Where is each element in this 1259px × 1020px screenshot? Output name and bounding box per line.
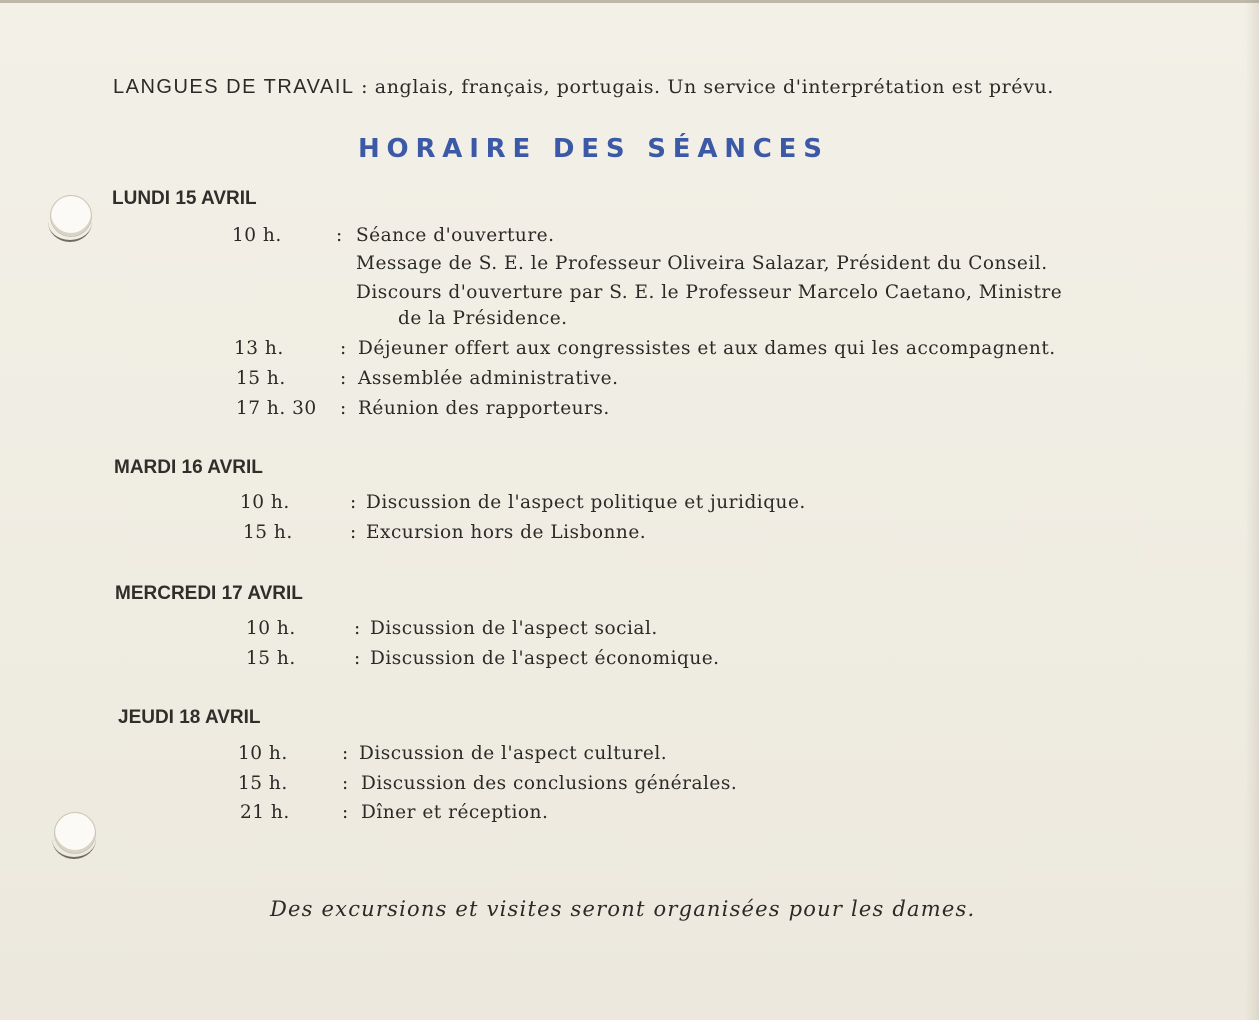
separator-colon: : (342, 773, 349, 794)
session-time: 21 h. (240, 802, 290, 823)
day-heading-tuesday: MARDI 16 AVRIL (114, 457, 263, 478)
session-description: Réunion des rapporteurs. (358, 398, 610, 419)
session-description: Discussion de l'aspect économique. (370, 648, 720, 669)
punch-hole-top (50, 195, 92, 237)
separator-colon: : (336, 225, 343, 246)
separator-colon: : (354, 618, 361, 639)
separator-colon: : (342, 802, 349, 823)
session-time: 10 h. (246, 618, 296, 639)
separator-colon: : (354, 648, 361, 669)
session-time: 10 h. (240, 492, 290, 513)
session-description-continued: de la Présidence. (398, 308, 568, 329)
separator-colon: : (350, 492, 357, 513)
separator-colon: : (342, 743, 349, 764)
session-time: 15 h. (246, 648, 296, 669)
session-description: Séance d'ouverture. (356, 225, 555, 246)
session-description-continued: Discours d'ouverture par S. E. le Professeur Marcelo Caetano, Ministre (356, 282, 1063, 303)
session-description: Assemblée administrative. (358, 368, 619, 389)
footer-note: Des excursions et visites seront organisées pour les dames. (270, 897, 976, 921)
session-time: 10 h. (238, 743, 288, 764)
day-heading-thursday: JEUDI 18 AVRIL (118, 707, 261, 728)
separator-colon: : (340, 368, 347, 389)
session-time: 13 h. (234, 338, 284, 359)
session-time: 15 h. (238, 773, 288, 794)
separator-colon: : (340, 338, 347, 359)
separator-colon: : (350, 522, 357, 543)
session-time: 17 h. 30 (236, 398, 317, 419)
session-description: Discussion des conclusions générales. (361, 773, 738, 794)
separator-colon: : (340, 398, 347, 419)
schedule-title: HORAIRE DES SÉANCES (358, 134, 829, 164)
session-description: Dîner et réception. (361, 802, 549, 823)
day-heading-monday: LUNDI 15 AVRIL (112, 188, 257, 209)
session-description: Discussion de l'aspect politique et juridique. (366, 492, 806, 513)
day-heading-wednesday: MERCREDI 17 AVRIL (115, 583, 303, 604)
page-top-edge (0, 0, 1259, 3)
session-description: Déjeuner offert aux congressistes et aux dames qui les accompagnent. (358, 338, 1056, 359)
session-description-continued: Message de S. E. le Professeur Oliveira Salazar, Président du Conseil. (356, 253, 1048, 274)
session-time: 10 h. (232, 225, 282, 246)
working-languages-line (113, 76, 1054, 99)
session-time: 15 h. (236, 368, 286, 389)
working-languages-label: LANGUES DE TRAVAIL (113, 76, 355, 98)
working-languages-text: : anglais, français, portugais. Un service d'interprétation est prévu. (361, 76, 1054, 98)
page-right-edge (1245, 0, 1259, 1020)
session-description: Excursion hors de Lisbonne. (366, 522, 647, 543)
session-description: Discussion de l'aspect social. (370, 618, 658, 639)
punch-hole-bottom (54, 812, 96, 854)
session-description: Discussion de l'aspect culturel. (359, 743, 668, 764)
session-time: 15 h. (243, 522, 293, 543)
